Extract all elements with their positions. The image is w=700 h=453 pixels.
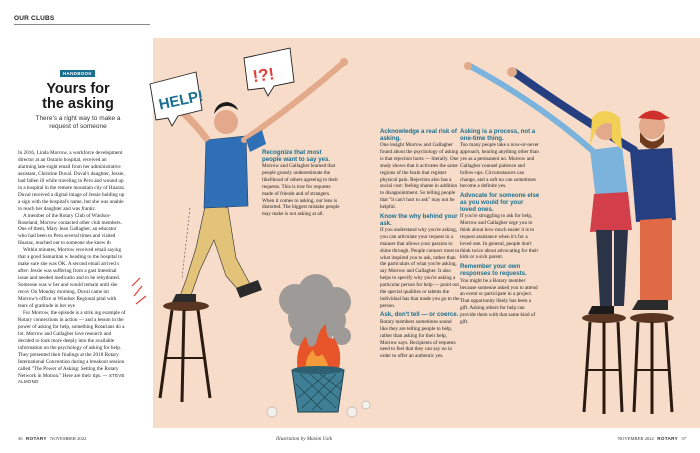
tip-text: Morrow and Gallagher learned that people grossly underestimate the likelihood of others agreeing to their requests. This is true for requests made of friends and of strangers. When it comes to asking, our lens is distorted. The biggest mistake people may make is not asking at all. xyxy=(262,163,340,218)
body-paragraph xyxy=(18,310,126,386)
tips-column-2 xyxy=(380,129,460,360)
tip-heading: Know the why behind your ask. xyxy=(380,212,458,227)
body-paragraph: A member of the Rotary Club of Windsor-Roseland, Morrow contacted other club members. One of them, Mary Jean Gallagher, an educator who had been to Peru several times and visited Huaraz, reached out to someone she knew th xyxy=(18,212,122,247)
help-speech-bubble xyxy=(150,72,205,126)
tips-column-1 xyxy=(262,150,342,218)
tip-text: Too many people take a now-or-never approach, hearing anything other than yes as a permanent no. Morrow and Gallagher counsel patience and follow-ups. Circumstances can change, and a soft no can sometimes become a definite yes. xyxy=(460,142,539,190)
tip-heading: Ask, don't tell — or coerce. xyxy=(380,311,459,319)
body-paragraph: Within minutes, Morrow received email saying that a good Samaritan w heading to the hospital to make sure she was OK. A second email arrived s after: Jessie was suffering from a gast intestinal issue and needed medicatio and to be rehydrated. Someone was w her and would remain until she recov On Monday morning, Duval came int Morrow's office at Windsor Regional pital with tears of gratitude in her eye xyxy=(18,247,123,309)
tip-heading: Acknowledge a real risk of asking. xyxy=(380,128,457,142)
tip-heading: Recognize that most people want to say yes. xyxy=(262,149,331,163)
tips-column-3 xyxy=(460,129,540,326)
wobble-marks xyxy=(132,278,146,304)
magazine-name-left: ROTARY xyxy=(26,436,47,441)
exclaim-bubble-text: !?! xyxy=(251,64,276,87)
body-column xyxy=(18,150,126,430)
right-stools xyxy=(582,313,674,414)
trash-can xyxy=(292,366,344,412)
section-label: OUR CLUBS xyxy=(14,15,55,22)
byline: — STEVE ALMOND xyxy=(18,372,125,385)
tip-text: If you're struggling to ask for help, Morrow and Gallagher urge you to think about how much easier it is to request assistance when it's for a loved one. In general, people don't think twice about advocating for their kids or a sick parent. xyxy=(460,213,539,261)
illustration-credit: Illustration by Maxim Usik xyxy=(276,436,333,442)
issue-date-right: NOVEMBER 2022 xyxy=(617,436,654,441)
tip-text: Rotary members sometimes sound like they are telling people to help, rather than asking for their help, Morrow says. Recipients of requests need to feel that they can say no in order to offer an authentic yes. xyxy=(380,319,456,360)
smoke-cloud xyxy=(279,274,351,350)
footer-right xyxy=(618,436,686,441)
issue-date-left: NOVEMBER 2022 xyxy=(50,436,87,441)
tip-heading: Remember your own responses to requests. xyxy=(460,263,527,278)
section-badge: HANDBOOK xyxy=(60,70,95,77)
tip-text: You might be a Rotary member because someone asked you to attend an event or participate in a project. That opportunity likely has been a gift. Asking others for help can provide them with that same kind of gift. xyxy=(460,277,538,325)
headline: Yours for the asking xyxy=(42,81,114,112)
help-bubble-text: HELP! xyxy=(157,87,205,114)
left-stool xyxy=(160,301,210,402)
exclaim-speech-bubble xyxy=(244,48,294,96)
page-number-left: 36 xyxy=(18,436,23,441)
tip-text: If you understand why you're asking, you can articulate your request in a manner that allows your passion to shine through. People connect most to what inspired you to ask, rather than the particulars of what you're asking, say Morrow and Gallagher. It also helps to specify why you're asking a particular person for help — point out the special qualities or talents the individual has that made you go to the person. xyxy=(380,227,460,309)
body-paragraph-text: For Morrow, the episode is a strik ing example of Rotary connections in action — and a lesson in the power of asking for help, something Rotarians do a lot. Morrow and Gallagher love research and decided to look more deeply into the available information on the psychology of asking for help. They presented their findings at the 2018 Rotary International Convention during a breakout session called "The Power of Asking: Setting the Rotary Network in Motion." Here are their tips. xyxy=(18,309,126,379)
dek: There's a right way to make a request of someone xyxy=(35,115,121,130)
tip-text: One insight Morrow and Gallagher found about the psychology of asking is that rejection hurts — literally. One study shows that it activates the same regions of the brain that register physical pain. Rejection also has a social cost: feeling shame in addition to disappointment. So telling people that "it can't hurt to ask" may not be helpful. xyxy=(380,142,459,210)
page-number-right: 37 xyxy=(681,436,686,441)
tip-heading: Advocate for someone else as you would for your loved ones. xyxy=(460,192,540,213)
body-paragraph: In 2016, Linda Morrow, a workforce development director at an Ontario hospital, received an alarming late-night email from her administrative assistant, Christine Duval. Duval's daughter, Jessie, had fallen ill while traveling in Peru and wound up in a hospital in the remote mountain city of Huaraz. Duval received a digital image of Jessie holding up a sign with the hospital's name, but she was unable to reach her daughter and was frantic. xyxy=(18,150,126,212)
magazine-name-right: ROTARY xyxy=(657,436,678,441)
footer-left xyxy=(18,436,86,441)
tip-heading: Asking is a process, not a one-time thing. xyxy=(460,128,536,142)
